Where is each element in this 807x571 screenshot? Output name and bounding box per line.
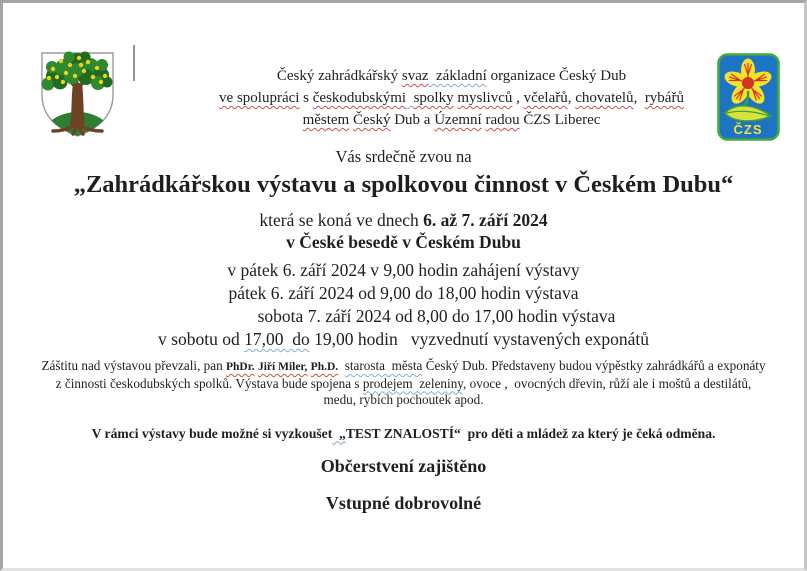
text-run (338, 358, 345, 373)
text-run: 19,00 hodin vyzvednutí vystavených exponátů (309, 329, 649, 349)
text-run: Záštitu nad výstavou převzali, pan (41, 358, 227, 373)
patron-name: Jiří Miler, (257, 361, 308, 373)
text-run: , (512, 90, 524, 106)
org-line-1 (99, 65, 804, 87)
text-run (406, 90, 414, 106)
text-run: myslivců (457, 90, 513, 106)
exhibition-title: „Zahrádkářskou výstavu a spolkovou činnost v Českém Dubu“ (73, 171, 734, 198)
text-run: V rámci výstavy bude možné si vyzkoušet (91, 425, 333, 441)
text-run: včelařů (523, 90, 568, 106)
text-run: z činnosti českodubských spolků. Výstava bude spojena s (55, 375, 363, 391)
text-run: ČZS Liberec (519, 112, 601, 128)
text-run: , ovoce , ovocných dřevin, růží ale i moštů a destilátů, (463, 375, 752, 391)
text-run: spolky (413, 90, 454, 106)
text-run: s (299, 90, 313, 106)
refreshment-line: Občerstvení zajištěno (320, 455, 487, 476)
text-run: Český Dub. Představeny budou výpěstky zahrádkářů a exponáty (422, 358, 766, 373)
text-run: základní (428, 68, 487, 84)
schedule-row-2: pátek 6. září 2024 od 9,00 do 18,00 hodin výstava (228, 283, 579, 303)
text-run: městem (302, 112, 350, 128)
description-paragraph (3, 358, 804, 409)
text-run: v sobotu od (158, 329, 245, 349)
venue-line: v České besedě v Českém Dubu (286, 232, 521, 252)
org-line-3 (99, 109, 804, 131)
text-run: organizace Český Dub (486, 68, 627, 84)
paragraph-line-2 (3, 376, 804, 393)
text-run: , (633, 90, 645, 106)
invitation-line: Vás srdečně zvou na (335, 147, 472, 166)
text-run: chovatelů (575, 90, 634, 106)
text-run: Český zahrádkářský (276, 68, 402, 84)
text-run: starosta města (344, 358, 423, 373)
date-line (3, 209, 804, 231)
text-run: Územní (434, 112, 482, 128)
org-line-2 (99, 87, 804, 109)
text-run: svaz (401, 68, 429, 84)
czs-logo-text: ČZS (733, 122, 763, 137)
text-run: českodubskými (312, 90, 407, 106)
text-run: TEST ZNALOSTÍ“ (345, 425, 461, 441)
text-run: Ph.D. (310, 361, 339, 373)
text-run: 17,00 do (244, 329, 310, 349)
flyer-body (3, 147, 804, 514)
organization-header (3, 65, 804, 131)
text-run: Český (352, 112, 391, 128)
paragraph-line-1 (3, 358, 804, 376)
text-run: ve spolupráci (219, 90, 300, 106)
text-run: „ (332, 425, 346, 441)
schedule-row-1: v pátek 6. září 2024 v 9,00 hodin zahájení výstavy (227, 260, 580, 280)
text-run: pro děti a mládež za který je čeká odměna. (460, 425, 716, 441)
text-run: Dub a (390, 112, 435, 128)
schedule-row-4 (3, 328, 804, 351)
schedule-row-3: sobota 7. září 2024 od 8,00 do 17,00 hodin výstava (257, 306, 616, 326)
text-run: PhDr. (226, 361, 255, 373)
admission-line: Vstupné dobrovolné (325, 492, 482, 513)
date-range: 6. až 7. září 2024 (423, 210, 548, 230)
text-run: která se koná ve dnech (259, 210, 424, 230)
text-run: rybářů (644, 90, 684, 106)
knowledge-test-line (3, 425, 804, 442)
text-run: radou (485, 112, 520, 128)
paragraph-line-3: medu, rybích pochoutek apod. (323, 392, 484, 407)
schedule (3, 259, 804, 351)
text-run: , (567, 90, 576, 106)
text-run: prodejem zeleniny (362, 375, 464, 391)
